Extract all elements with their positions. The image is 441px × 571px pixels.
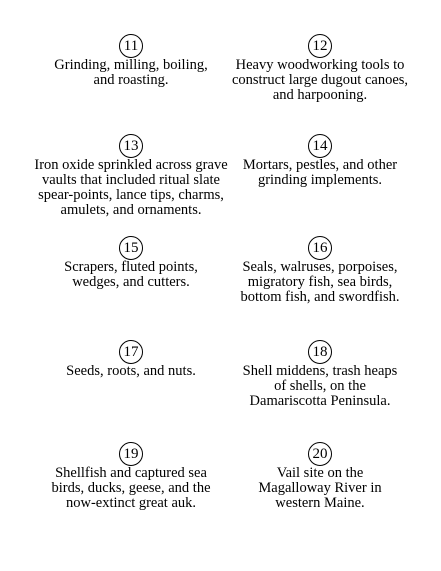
card-text: Shell middens, trash heaps of shells, on the Damariscotta Peninsula.: [242, 363, 398, 409]
number-circle: 11: [119, 34, 143, 58]
number-circle: 20: [308, 442, 332, 466]
card-text: Shellfish and captured sea birds, ducks, geese, and the now-extinct great auk.: [51, 465, 211, 511]
card-17: [31, 340, 231, 379]
number-circle: 19: [119, 442, 143, 466]
card-15: [31, 236, 231, 290]
card-text: Vail site on the Magalloway River in western Maine.: [258, 465, 382, 511]
number-circle: 12: [308, 34, 332, 58]
card-19: [31, 442, 231, 511]
card-16: [220, 236, 420, 305]
number-circle: 17: [119, 340, 143, 364]
card-13: [31, 134, 231, 218]
number-circle: 18: [308, 340, 332, 364]
card-text: Mortars, pestles, and other grinding implements.: [242, 157, 398, 188]
card-20: [220, 442, 420, 511]
number-circle: 15: [119, 236, 143, 260]
card-18: [220, 340, 420, 409]
card-11: [31, 34, 231, 88]
card-text: Seeds, roots, and nuts.: [66, 363, 196, 379]
card-text: Grinding, milling, boiling, and roasting.: [54, 57, 208, 88]
number-circle: 16: [308, 236, 332, 260]
card-text: Heavy woodworking tools to construct large dugout canoes, and harpooning.: [231, 57, 409, 103]
card-text: Scrapers, fluted points, wedges, and cutters.: [64, 259, 198, 290]
number-circle: 14: [308, 134, 332, 158]
card-14: [220, 134, 420, 188]
card-text: Seals, walruses, porpoises, migratory fish, sea birds, bottom fish, and swordfish.: [240, 259, 400, 305]
card-text: Iron oxide sprinkled across grave vaults that included ritual slate spear-points, lance tips, charms, amulets, and ornaments.: [34, 157, 228, 218]
number-circle: 13: [119, 134, 143, 158]
card-12: [220, 34, 420, 103]
